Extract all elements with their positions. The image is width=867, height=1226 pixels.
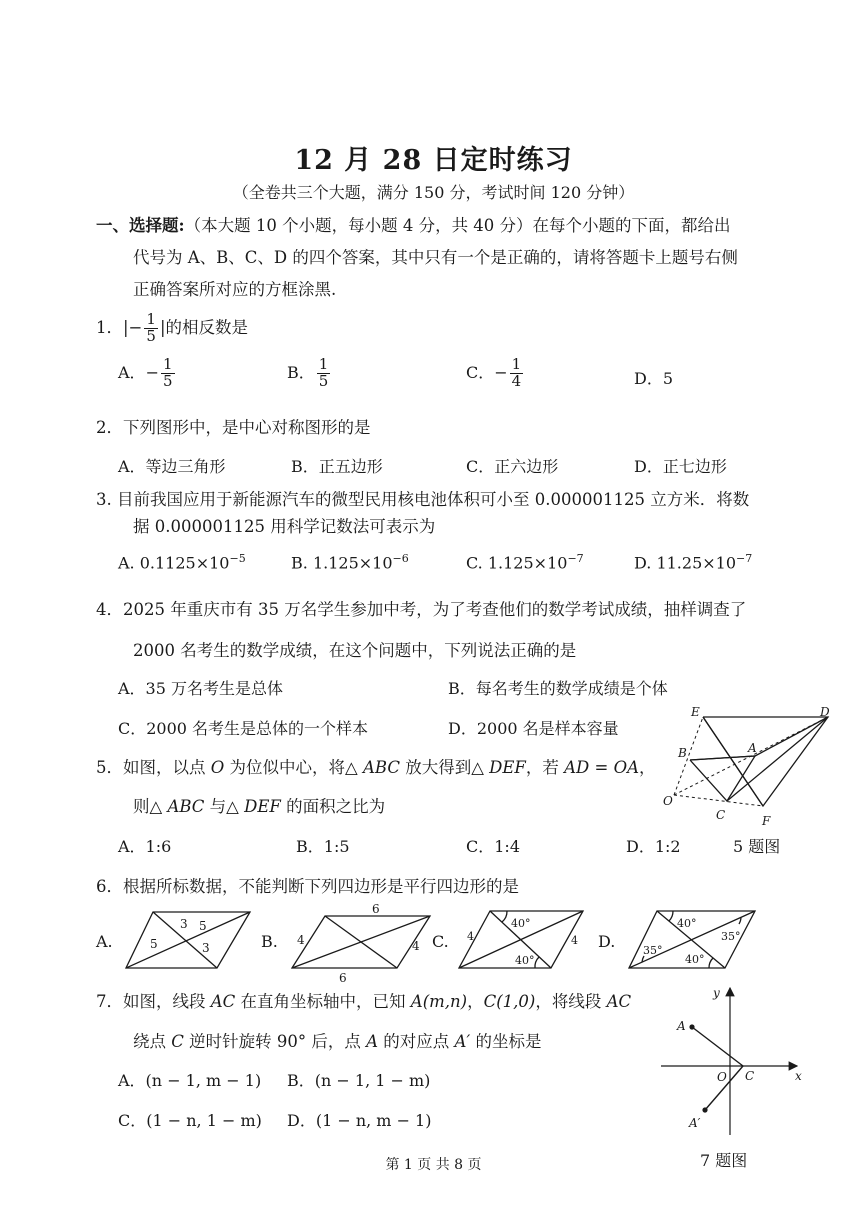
- page-title: 12 月 28 日定时练习: [294, 145, 573, 176]
- question-6-option-b-label: B.: [261, 932, 278, 951]
- question-4-option-a: A．35 万名考生是总体: [118, 679, 284, 698]
- svg-text:5: 5: [199, 919, 207, 933]
- question-6-figure-a: [120, 900, 260, 980]
- page-subtitle: （全卷共三个大题，满分 150 分，考试时间 120 分钟）: [232, 183, 635, 202]
- question-4-stem-line1: 4．2025 年重庆市有 35 万名学生参加中考，为了考查他们的数学考试成绩，抽样调查了: [96, 600, 747, 619]
- question-5-option-a: A．1:6: [118, 837, 172, 856]
- svg-text:4: 4: [571, 934, 578, 947]
- question-7-option-d: D．(1 − n, m − 1): [287, 1111, 432, 1130]
- svg-text:A: A: [677, 1019, 686, 1033]
- section-heading: 一、选择题:: [96, 216, 185, 235]
- question-1-option-b: B． $\frac{1}{5}$: [287, 355, 329, 390]
- question-6-option-c-label: C.: [432, 932, 449, 951]
- question-5-figure: [660, 700, 840, 830]
- question-2-stem: 2．下列图形中，是中心对称图形的是: [96, 418, 371, 437]
- question-2-option-c: C．正六边形: [466, 457, 559, 476]
- svg-text:A′: A′: [689, 1116, 701, 1130]
- question-3-option-b: B. $1.125\times 10^{-6}$: [291, 552, 409, 573]
- svg-text:3: 3: [180, 917, 188, 931]
- question-6-figure-b: [285, 898, 435, 984]
- section-instructions-line2: 代号为 A、B、C、D 的四个答案，其中只有一个是正确的，请将答题卡上题号右侧: [133, 248, 738, 267]
- point-label-o: O: [663, 794, 673, 808]
- svg-text:35°: 35°: [721, 930, 741, 943]
- question-2-option-a: A．等边三角形: [118, 457, 226, 476]
- svg-text:O: O: [717, 1070, 727, 1084]
- svg-text:4: 4: [467, 930, 474, 943]
- svg-text:5: 5: [150, 937, 158, 951]
- point-label-e: E: [691, 705, 700, 719]
- question-7-stem-line2: 绕点 C 逆时针旋转 90° 后，点 A 的对应点 A′ 的坐标是: [133, 1032, 542, 1051]
- question-4-stem-line2: 2000 名考生的数学成绩，在这个问题中，下列说法正确的是: [133, 641, 577, 660]
- svg-text:x: x: [795, 1069, 802, 1083]
- question-5-stem-line1: 5．如图，以点 O 为位似中心，将△ ABC 放大得到△ DEF，若 AD = OA，: [96, 758, 656, 777]
- question-7-figure-caption: 7 题图: [700, 1151, 748, 1170]
- svg-text:C: C: [745, 1069, 755, 1083]
- question-4-option-c: C．2000 名考生是总体的一个样本: [118, 719, 369, 738]
- question-1-option-a: A．− $\frac{1}{5}$: [118, 355, 173, 390]
- question-3-option-a: A. $0.1125\times 10^{-5}$: [118, 552, 246, 573]
- svg-text:40°: 40°: [677, 917, 697, 930]
- svg-text:40°: 40°: [515, 954, 535, 967]
- section-instructions-line1: 一、选择题:（本大题 10 个小题，每小题 4 分，共 40 分）在每个小题的下面，都给出: [96, 216, 731, 235]
- point-label-d: D: [820, 705, 830, 719]
- question-4-option-b: B．每名考生的数学成绩是个体: [448, 679, 668, 698]
- question-3-option-c: C. $1.125\times 10^{-7}$: [466, 552, 584, 573]
- svg-text:35°: 35°: [643, 944, 663, 957]
- question-6-option-a-label: A.: [96, 932, 113, 951]
- point-label-c: C: [716, 808, 726, 822]
- question-4-option-d: D．2000 名是样本容量: [448, 719, 619, 738]
- page-footer: 第 1 页 共 8 页: [385, 1157, 482, 1173]
- question-1-option-c: C．− $\frac{1}{4}$: [466, 355, 522, 390]
- question-5-option-d: D．1:2: [626, 837, 681, 856]
- triangle-abc: [690, 756, 755, 801]
- question-7-stem-line1: 7．如图，线段 AC 在直角坐标轴中，已知 A(m,n)，C(1,0)，将线段 AC: [96, 992, 632, 1011]
- section-instructions-line3: 正确答案所对应的方框涂黑.: [133, 280, 337, 299]
- svg-text:y: y: [713, 986, 720, 1000]
- svg-text:4: 4: [412, 939, 420, 953]
- question-7-figure: [655, 980, 815, 1140]
- question-6-figure-d: [625, 902, 760, 978]
- svg-text:6: 6: [372, 902, 380, 916]
- question-5-option-c: C．1:4: [466, 837, 520, 856]
- question-1-option-d: D．5: [634, 369, 674, 388]
- question-7-option-b: B．(n − 1, 1 − m): [287, 1071, 431, 1090]
- triangle-def: [703, 717, 828, 806]
- question-2-option-d: D．正七边形: [634, 457, 727, 476]
- question-6-figure-c: [455, 902, 590, 978]
- question-1-stem: 1．|− $\frac{1}{5}$ |的相反数是: [96, 310, 248, 345]
- question-5-stem-line2: 则△ ABC 与△ DEF 的面积之比为: [133, 797, 386, 816]
- svg-text:3: 3: [202, 941, 210, 955]
- question-5-option-b: B．1:5: [296, 837, 350, 856]
- question-2-option-b: B．正五边形: [291, 457, 383, 476]
- point-label-a: A: [748, 741, 757, 755]
- point-label-b: B: [678, 746, 687, 760]
- question-3-stem-line2: 据 0.000001125 用科学记数法可表示为: [133, 517, 436, 536]
- question-3-option-d: D. $11.25\times 10^{-7}$: [634, 552, 753, 573]
- svg-text:4: 4: [297, 933, 305, 947]
- question-7-option-a: A．(n − 1, m − 1): [118, 1071, 262, 1090]
- question-3-stem-line1: 3. 目前我国应用于新能源汽车的微型民用核电池体积可小至 0.000001125 立方米．将数: [96, 490, 750, 509]
- question-7-option-c: C．(1 − n, 1 − m): [118, 1111, 262, 1130]
- fraction: $\frac{1}{5}$: [146, 310, 156, 345]
- svg-text:40°: 40°: [511, 917, 531, 930]
- point-label-f: F: [762, 814, 771, 828]
- svg-text:40°: 40°: [685, 953, 705, 966]
- question-6-option-d-label: D.: [598, 932, 616, 951]
- question-6-stem: 6．根据所标数据，不能判断下列四边形是平行四边形的是: [96, 877, 519, 896]
- question-5-figure-caption: 5 题图: [733, 837, 781, 856]
- svg-text:6: 6: [339, 971, 347, 984]
